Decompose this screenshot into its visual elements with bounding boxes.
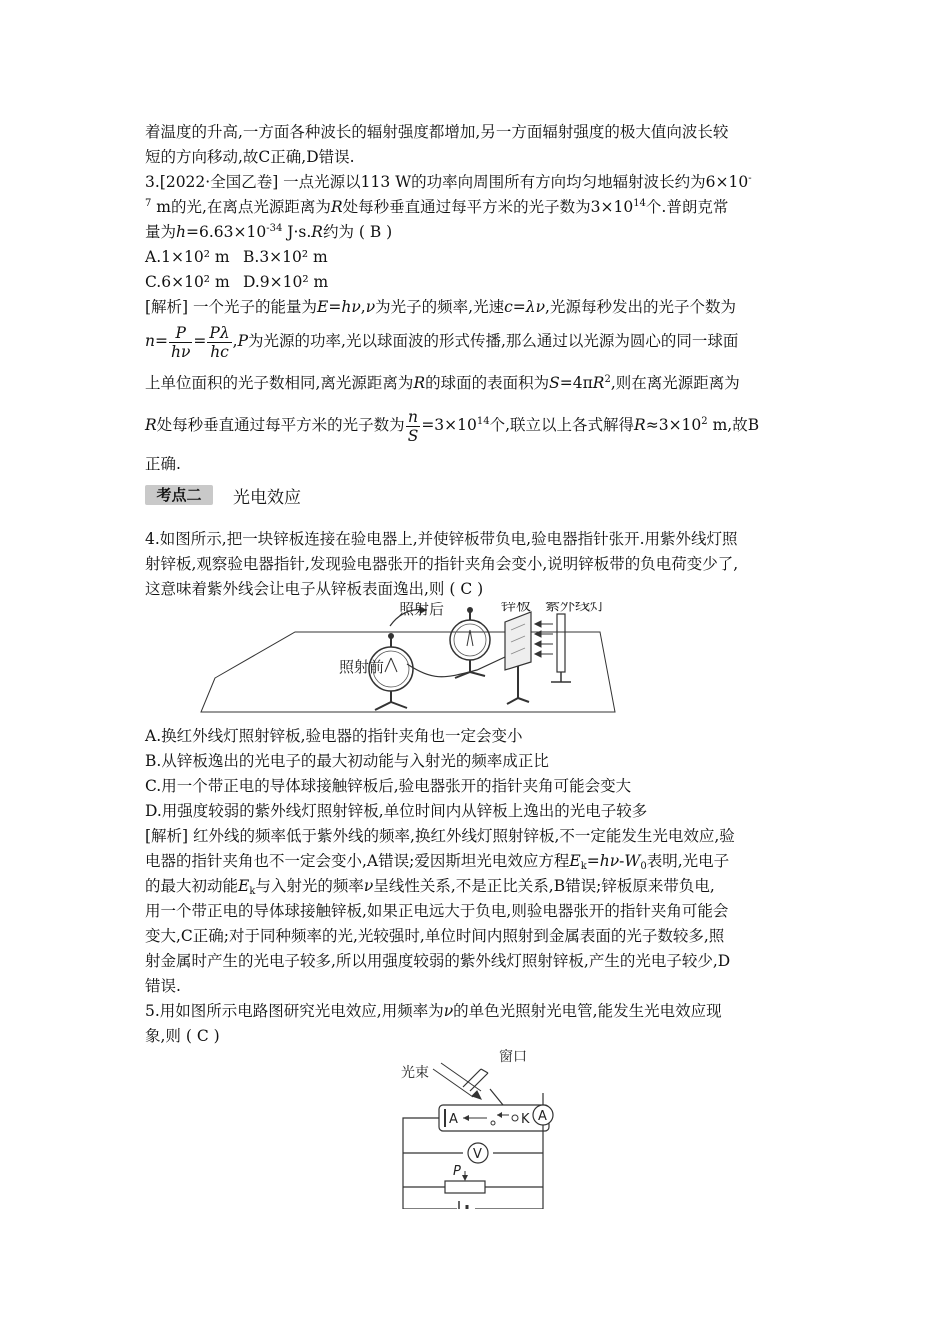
circuit-figure xyxy=(145,1049,810,1209)
connecting-wire xyxy=(407,657,505,677)
label-anode: A xyxy=(449,1112,458,1127)
section-badge: 考点二 xyxy=(145,485,213,505)
question-4-stem: 4.如图所示,把一块锌板连接在验电器上,并使锌板带负电,验电器指针张开.用紫外线灯照 xyxy=(145,530,738,548)
question-3-analysis: 正确. xyxy=(145,455,181,473)
question-4-stem: 这意味着紫外线会让电子从锌板表面逸出,则 ( C ) xyxy=(145,580,484,598)
question-4-analysis: 的最大初动能$E_k$与入射光的频率ν呈线性关系,不是正比关系,B错误;锌板原来带负电, xyxy=(145,877,715,897)
question-3-analysis: [解析] 一个光子的能量为E=hν,ν为光子的频率,光速c=λν,光源每秒发出的光子个数为 xyxy=(145,298,736,316)
circuit-diagram xyxy=(145,1049,810,1209)
option-c: C.6×10² m xyxy=(145,273,230,291)
question-5-stem: 象,则 ( C ) xyxy=(145,1027,220,1045)
window-tube xyxy=(463,1069,503,1105)
voltmeter xyxy=(468,1143,488,1163)
question-3-options xyxy=(145,270,810,295)
question-5-stem: 5.用如图所示电路图研究光电效应,用频率为ν的单色光照射光电管,能发生光电效应现 xyxy=(145,1002,722,1020)
label-after: 照射后 xyxy=(399,602,445,618)
section-heading xyxy=(145,481,810,513)
electroscope-figure xyxy=(145,602,810,724)
fraction: $\frac{P}{h\nu}$ xyxy=(170,323,191,361)
rheostat-label: P xyxy=(453,1164,461,1179)
question-4-analysis: 错误. xyxy=(145,977,181,995)
ammeter-label: A xyxy=(538,1109,547,1124)
question-4-analysis: 射金属时产生的光电子较多,所以用强度较弱的紫外线灯照射锌板,产生的光电子较少,D xyxy=(145,952,731,970)
question-3-analysis: R处每秒垂直通过每平方米的光子数为 $\frac{n}{S}$ $=3\times 10^{14}$个,联立以上各式解得$R\approx 3\times 10^2$ m,故B xyxy=(145,407,760,445)
page-content xyxy=(145,120,810,1209)
label-window: 窗口 xyxy=(499,1049,527,1065)
label-zinc-plate: 锌板 xyxy=(501,602,532,614)
option-b: B.从锌板逸出的光电子的最大初动能与入射光的频率成正比 xyxy=(145,752,549,770)
rheostat xyxy=(445,1164,485,1193)
question-3-stem: 量为$h=6.63\times 10^{-34}$ J·s.R约为 ( B ) xyxy=(145,223,393,241)
option-b: B.3×10² m xyxy=(243,248,328,266)
question-4-stem: 射锌板,观察验电器指针,发现验电器张开的指针夹角会变小,说明锌板带的负电荷变少了, xyxy=(145,555,739,573)
label-cathode: K xyxy=(521,1112,530,1127)
voltmeter-label: V xyxy=(473,1147,482,1162)
label-before: 照射前 xyxy=(339,658,385,676)
question-3-options xyxy=(145,245,810,270)
text-line: 着温度的升高,一方面各种波长的辐射强度都增加,另一方面辐射强度的极大值向波长较 xyxy=(145,123,729,141)
question-4-analysis: [解析] 红外线的频率低于紫外线的频率,换红外线灯照射锌板,不一定能发生光电效应,验 xyxy=(145,827,735,845)
question-3-stem: $^7$ m的光,在离点光源距离为R处每秒垂直通过每平方米的光子数为$3\times 10^{14}$个.普朗克常 xyxy=(145,198,729,216)
question-4-analysis: 用一个带正电的导体球接触锌板,如果正电远大于负电,则验电器张开的指针夹角可能会 xyxy=(145,902,729,920)
zinc-plate xyxy=(505,612,531,704)
light-beam xyxy=(433,1063,481,1099)
label-beam: 光束 xyxy=(401,1065,429,1081)
option-c: C.用一个带正电的导体球接触锌板后,验电器张开的指针夹角可能会变大 xyxy=(145,777,632,795)
question-4-analysis: 变大,C正确;对于同种频率的光,光较强时,单位时间内照射到金属表面的光子数较多,照 xyxy=(145,927,725,945)
option-a: A.换红外线灯照射锌板,验电器的指针夹角也一定会变小 xyxy=(145,727,523,745)
option-d: D.用强度较弱的紫外线灯照射锌板,单位时间内从锌板上逸出的光电子较多 xyxy=(145,802,648,820)
question-3-analysis: n= $\frac{P}{h\nu}$ = $\frac{P\lambda}{hc}$ ,P为光源的功率,光以球面波的形式传播,那么通过以光源为圆心的同一球面 xyxy=(145,323,739,361)
question-3-stem: 3.[2022·全国乙卷] 一点光源以113 W的功率向周围所有方向均匀地辐射波长约为6×10- xyxy=(145,173,752,191)
section-title: 光电效应 xyxy=(233,488,301,508)
uv-rays xyxy=(535,621,553,657)
text-line: 短的方向移动,故C正确,D错误. xyxy=(145,148,355,166)
electroscope-diagram xyxy=(145,602,810,724)
option-a: A.1×10² m xyxy=(145,248,230,266)
battery xyxy=(459,1201,467,1209)
question-4-analysis: 电器的指针夹角也不一定会变小,A错误;爱因斯坦光电效应方程$E_k=h\nu-W_0$表明,光电子 xyxy=(145,852,730,872)
question-3-analysis: 上单位面积的光子数相同,离光源距离为R的球面的表面积为$S=4\pi R^2$,则在离光源距离为 xyxy=(145,374,740,392)
fraction: $\frac{n}{S}$ xyxy=(407,407,419,445)
option-d: D.9×10² m xyxy=(243,273,329,291)
fraction: $\frac{P\lambda}{hc}$ xyxy=(209,323,230,361)
uv-lamp xyxy=(551,614,571,682)
label-uv-lamp: 紫外线灯 xyxy=(545,602,606,614)
